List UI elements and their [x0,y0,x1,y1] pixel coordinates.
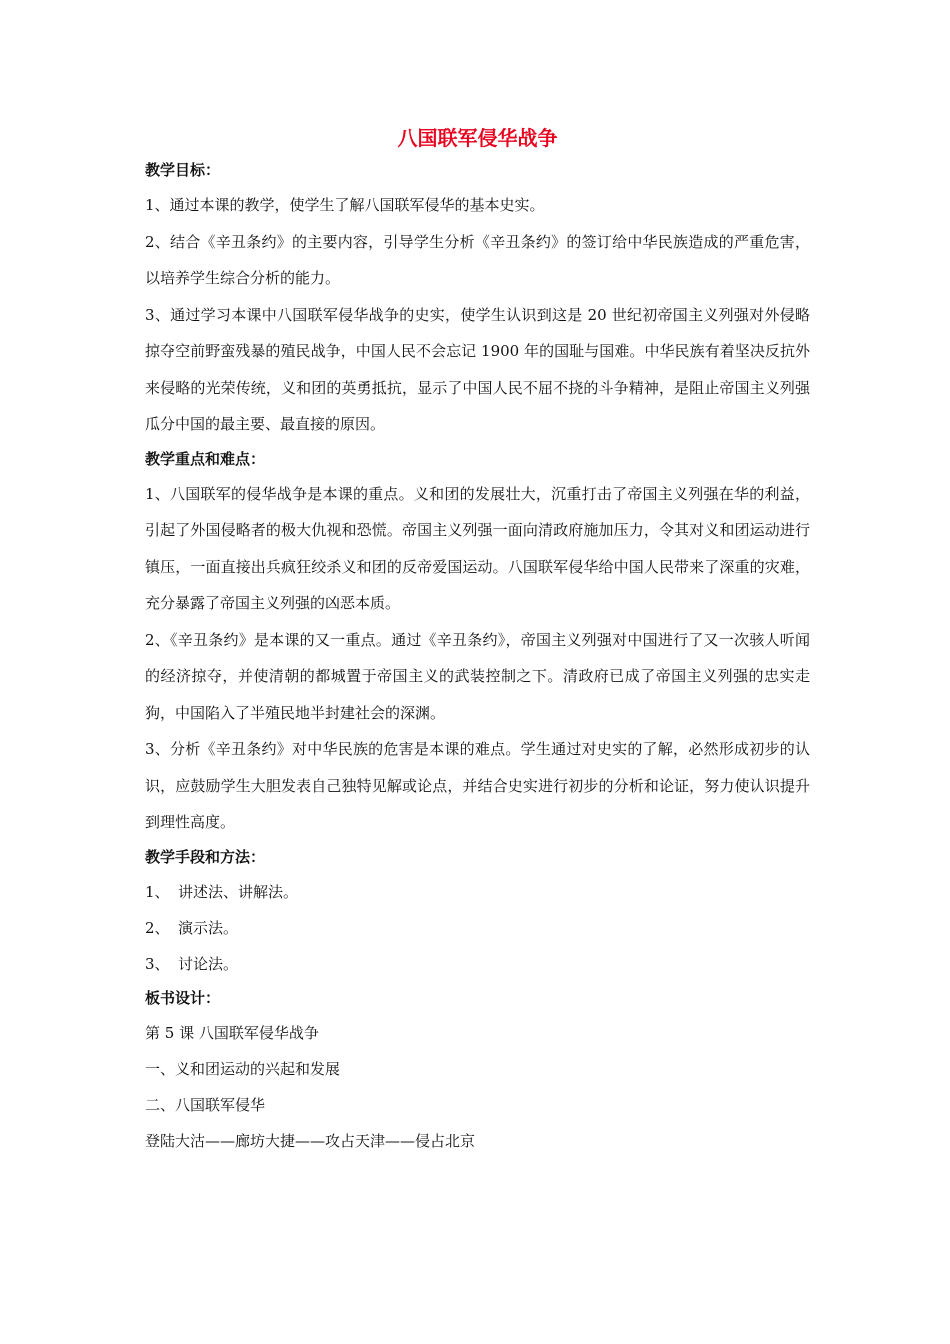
method-text: 讲述法、讲解法。 [178,882,299,901]
objective-item-2: 2、结合《辛丑条约》的主要内容，引导学生分析《辛丑条约》的签订给中华民族造成的严重危害，以培养学生综合分析的能力。 [145,232,810,287]
method-item-2 [145,910,810,946]
objectives-heading: 教学目标： [145,161,221,179]
document-content [145,124,810,1159]
method-number: 3、 [145,954,170,973]
method-text: 讨论法。 [178,954,239,973]
key-points-heading: 教学重点和难点： [145,449,266,468]
key-point-item-3: 3、分析《辛丑条约》对中华民族的危害是本课的难点。学生通过对史实的了解，必然形成初步的认识，应鼓励学生大胆发表自己独特见解或论点，并结合史实进行初步的分析和论证，努力使认识提升到理性高度。 [145,740,810,831]
key-point-item-2: 2、《辛丑条约》是本课的又一重点。通过《辛丑条约》，帝国主义列强对中国进行了又一次骇人听闻的经济掠夺，并使清朝的都城置于帝国主义的武装控制之下。清政府已成了帝国主义列强的忠实走狗，中国陷入了半殖民地半封建社会的深渊。 [145,630,810,722]
board-line-1: 第 5 课 八国联军侵华战争 [145,1023,319,1042]
objective-item-3: 3、通过学习本课中八国联军侵华战争的史实，使学生认识到这是 20 世纪初帝国主义列强对外侵略掠夺空前野蛮残暴的殖民战争，中国人民不会忘记 1900 年的国耻与国难。中华民族有着坚决反抗外来侵略的光荣传统，义和团的英勇抵抗，显示了中国人民不屈不挠的斗争精神，是阻止帝国主义列强瓜分中国的最主要、最直接的原因。 [145,305,810,433]
objective-item-1: 1、通过本课的教学，使学生了解八国联军侵华的基本史实。 [145,196,545,214]
method-item-1 [145,874,810,910]
method-item-3 [145,946,810,982]
methods-heading: 教学手段和方法： [145,847,266,866]
method-text: 演示法。 [178,918,239,937]
key-point-item-1: 1、八国联军的侵华战争是本课的重点。义和团的发展壮大，沉重打击了帝国主义列强在华的利益，引起了外国侵略者的极大仇视和恐慌。帝国主义列强一面向清政府施加压力，令其对义和团运动进行镇压，一面直接出兵疯狂绞杀义和团的反帝爱国运动。八国联军侵华给中国人民带来了深重的灾难，充分暴露了帝国主义列强的凶恶本质。 [145,484,810,612]
board-heading: 板书设计： [145,988,221,1007]
document-title: 八国联军侵华战争 [397,126,558,150]
method-number: 2、 [145,918,170,937]
method-number: 1、 [145,882,170,901]
board-line-2: 一、义和团运动的兴起和发展 [145,1059,341,1078]
board-line-4: 登陆大沽——廊坊大捷——攻占天津——侵占北京 [145,1131,476,1150]
board-line-3: 二、八国联军侵华 [145,1095,266,1114]
